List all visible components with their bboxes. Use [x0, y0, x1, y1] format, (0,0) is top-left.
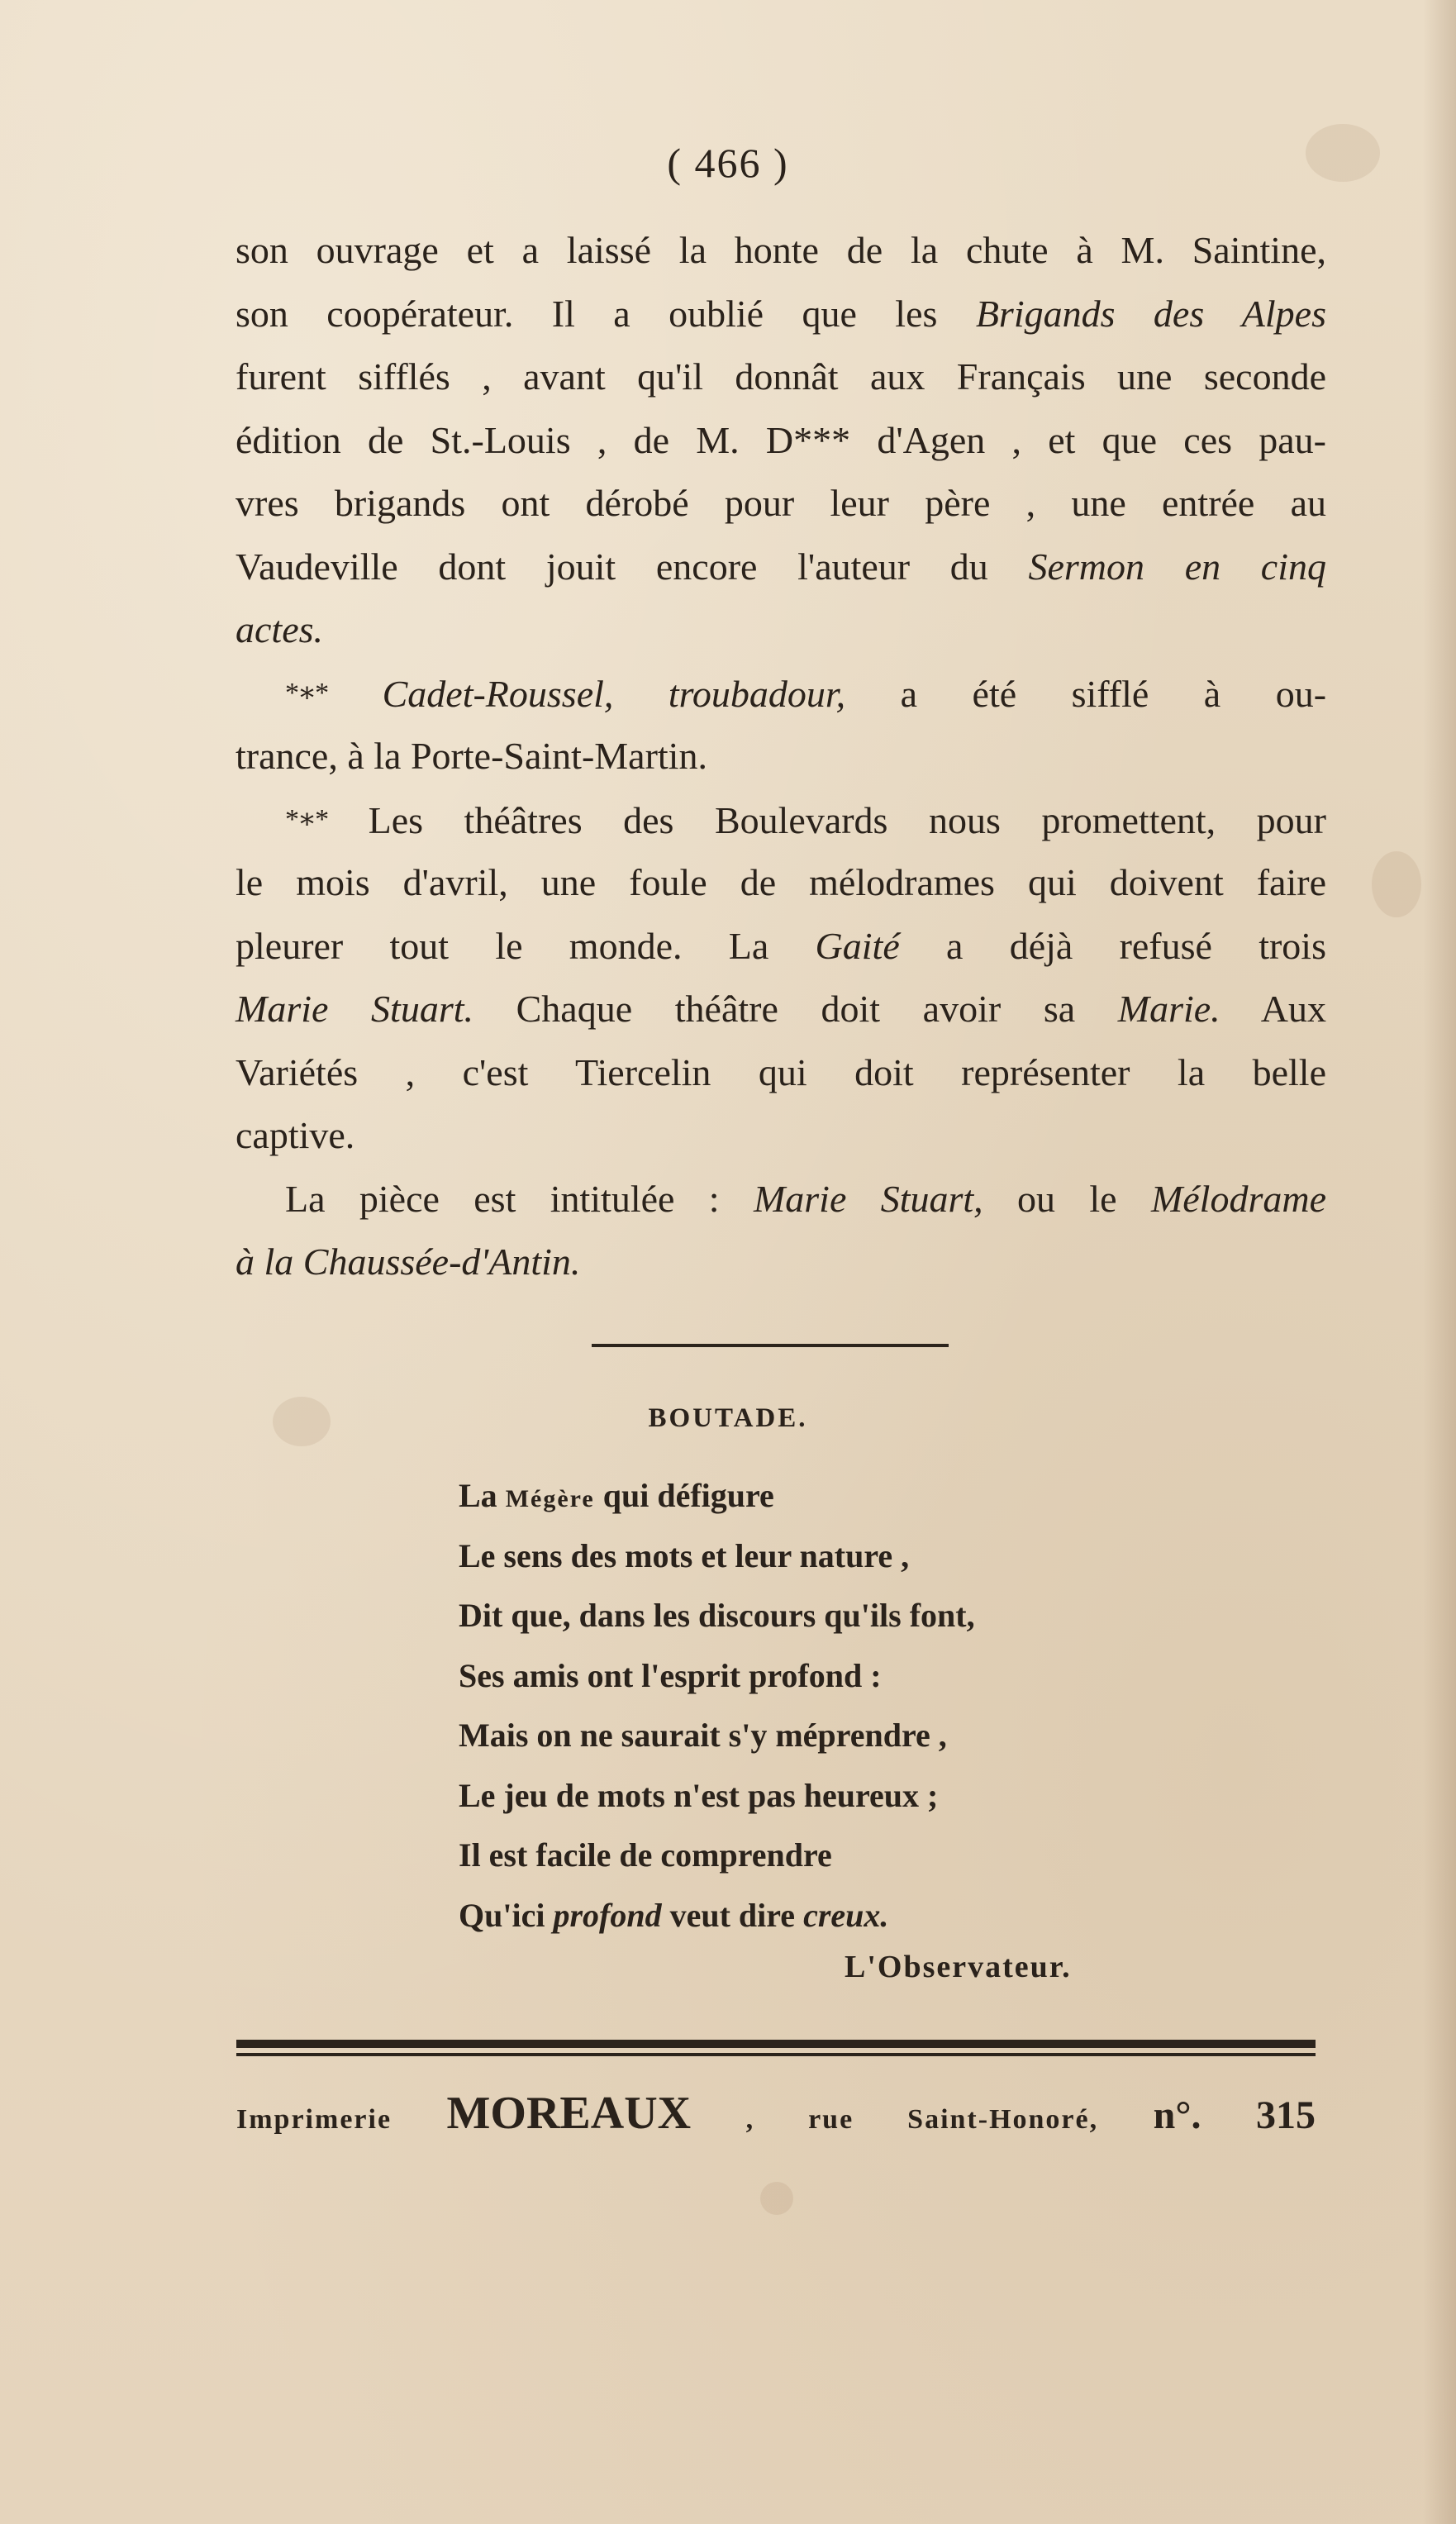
- poem-line: Le jeu de mots n'est pas heureux ;: [459, 1776, 939, 1814]
- prose-text: pleurer tout le monde. La: [236, 924, 816, 967]
- poem-text: qui défigure: [594, 1477, 774, 1514]
- prose-line: [236, 536, 1326, 599]
- prose-line: furent sifflés , avant qu'il donnât aux Français une seconde: [236, 355, 1326, 398]
- prose-text: son coopérateur. Il a oublié que les: [236, 292, 976, 335]
- paper-stain: [1372, 851, 1421, 917]
- prose-text: La pièce est intitulée :: [285, 1177, 754, 1220]
- prose-line: le mois d'avril, une foule de mélodrames qui doivent faire: [236, 861, 1326, 903]
- prose-line: [236, 283, 1326, 346]
- italic-marie-stuart: Marie Stuart.: [236, 988, 473, 1030]
- italic-title-sermon: Sermon en cinq: [1028, 545, 1326, 588]
- small-caps-megere: Mégère: [505, 1485, 595, 1512]
- asterism-icon: *∗*: [285, 677, 328, 708]
- imprint-label: Imprimerie: [236, 2104, 393, 2135]
- poem-text: Qu'ici: [459, 1896, 554, 1934]
- prose-line: son ouvrage et a laissé la honte de la chute à M. Saintine,: [236, 229, 1326, 271]
- italic-melodrame: Mélodrame: [1150, 1177, 1326, 1220]
- paragraph-cadet-roussel: [236, 662, 1326, 726]
- prose-block: [236, 219, 1326, 1294]
- poem-line: Dit que, dans les discours qu'ils font,: [459, 1597, 975, 1634]
- poem-text: veut dire: [661, 1896, 804, 1934]
- italic-profond: profond: [553, 1896, 662, 1934]
- prose-line: [236, 915, 1326, 979]
- printer-imprint: [236, 2087, 1316, 2140]
- prose-text: Aux: [1220, 988, 1326, 1030]
- prose-line: [236, 978, 1326, 1041]
- rule-thin: [236, 2053, 1316, 2056]
- imprint-address: , rue Saint-Honoré,: [745, 2104, 1099, 2135]
- paragraph-boulevards: [236, 788, 1326, 852]
- prose-text: Chaque théâtre doit avoir sa: [473, 988, 1118, 1030]
- prose-line: édition de St.-Louis , de M. D*** d'Agen , et que ces pau-: [236, 418, 1326, 461]
- italic-creux: creux.: [803, 1896, 889, 1934]
- italic-marie: Marie.: [1117, 988, 1220, 1030]
- prose-line: à la Chaussée-d'Antin.: [236, 1241, 581, 1283]
- prose-line: vres brigands ont dérobé pour leur père , une entrée au: [236, 482, 1326, 524]
- double-rule: [236, 2040, 1316, 2060]
- poem-line: Il est facile de comprendre: [459, 1836, 832, 1874]
- imprint-number: n°. 315: [1153, 2093, 1316, 2137]
- prose-text: Les théâtres des Boulevards nous promettent, pour: [368, 798, 1326, 841]
- rule-thick: [236, 2040, 1316, 2048]
- signature: L'Observateur.: [845, 1950, 1072, 1984]
- italic-title-cadet: Cadet-Roussel, troubadour,: [382, 672, 846, 715]
- page-number: ( 466 ): [667, 140, 789, 186]
- poem-line: Le sens des mots et leur nature ,: [459, 1536, 910, 1574]
- section-divider: [592, 1344, 949, 1347]
- poem-line: [459, 1466, 975, 1526]
- poem-text: La: [459, 1477, 506, 1514]
- paragraph-piece: [236, 1168, 1326, 1231]
- poem-line: Ses amis ont l'esprit profond :: [459, 1656, 882, 1694]
- page-edge-shadow: [1423, 0, 1456, 2524]
- poem-line: [459, 1886, 975, 1946]
- prose-line: actes.: [236, 608, 324, 650]
- prose-line: trance, à la Porte-Saint-Martin.: [236, 735, 707, 777]
- poem-title: BOUTADE.: [648, 1403, 808, 1433]
- italic-marie-stuart: Marie Stuart,: [753, 1177, 983, 1220]
- prose-text: a été sifflé à ou-: [845, 672, 1327, 715]
- paper-stain: [760, 2182, 793, 2215]
- prose-text: ou le: [983, 1177, 1151, 1220]
- imprint-printer-name: MOREAUX: [446, 2088, 692, 2139]
- poem-line: Mais on ne saurait s'y méprendre ,: [459, 1717, 947, 1754]
- prose-line: captive.: [236, 1114, 355, 1156]
- italic-gaite: Gaité: [815, 924, 900, 967]
- italic-title-brigands: Brigands des Alpes: [975, 292, 1326, 335]
- asterism-icon: *∗*: [285, 803, 328, 835]
- prose-text: Vaudeville dont jouit encore l'auteur du: [236, 545, 1029, 588]
- prose-line: Variétés , c'est Tiercelin qui doit représenter la belle: [236, 1050, 1326, 1093]
- prose-text: a déjà refusé trois: [899, 924, 1326, 967]
- poem: [459, 1466, 975, 1945]
